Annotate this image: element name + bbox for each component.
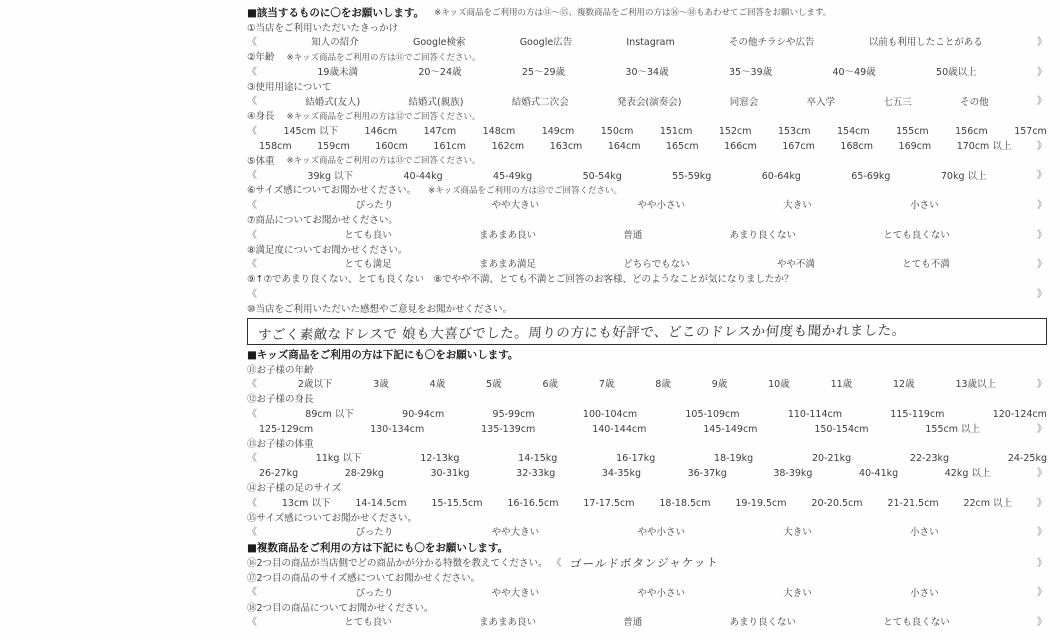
survey-form	[247, 5, 1047, 630]
bracket-open: 《	[247, 617, 257, 629]
question-label: ⑧満足度についてお聞かせください。	[247, 244, 408, 256]
bracket-close: 》	[1036, 170, 1047, 182]
question-label: ⑤体重	[247, 155, 275, 167]
option-row	[247, 616, 1047, 631]
option: 21-21.5cm	[887, 497, 939, 509]
option: 30-31kg	[430, 468, 470, 480]
question-label: ⑬お子様の体重	[247, 438, 314, 450]
bracket-close: 》	[1036, 140, 1047, 152]
option: 12歳	[893, 379, 915, 391]
option: 147cm	[423, 126, 457, 138]
option: 14-15kg	[518, 453, 558, 465]
option: まあまあ良い	[478, 617, 536, 629]
option: 65-69kg	[851, 170, 891, 182]
option: 発表会(演奏会)	[616, 96, 682, 108]
option: あまり良くない	[729, 617, 796, 629]
question-label-line	[247, 243, 1047, 258]
option: 165cm	[665, 141, 699, 153]
option-circled: 20-21kg	[811, 453, 852, 465]
option: 89cm 以下	[305, 408, 354, 420]
option: 22-23kg	[909, 453, 950, 465]
option-row	[247, 65, 1047, 80]
question-label: ⑰2つ目の商品のサイズ感についてお聞かせください。	[247, 572, 481, 584]
section-title: ■複数商品をご利用の方は下記にも〇をお願いします。	[247, 542, 509, 555]
bracket-close: 》	[1036, 37, 1047, 49]
option: 知人の紹介	[311, 37, 359, 49]
bracket-close: 》	[1037, 288, 1047, 300]
option-row	[247, 452, 1047, 467]
question-label: ④身長	[247, 111, 275, 123]
option: 168cm	[840, 141, 874, 153]
option: 結婚式(友人)	[305, 96, 361, 108]
option: 115-119cm	[890, 408, 945, 420]
question-label-line	[247, 302, 1047, 317]
option: 39kg 以下	[307, 170, 354, 182]
option: 20〜24歳	[418, 67, 462, 79]
question-label-line	[247, 213, 1047, 228]
option-row	[247, 467, 1047, 482]
option: 15-15.5cm	[431, 497, 483, 509]
option: 小さい	[910, 587, 939, 599]
option: 166cm	[724, 141, 757, 153]
option: 110-114cm	[787, 408, 842, 420]
option-circled: とても良い	[344, 229, 392, 241]
bracket-open: 《	[551, 557, 562, 569]
bracket-close: 》	[1036, 199, 1047, 211]
option: とても良くない	[883, 229, 950, 241]
option-circled: ぴったり	[355, 587, 394, 599]
handwritten-comment-box	[247, 318, 1047, 345]
option: 9歳	[711, 379, 728, 391]
option: 20-20.5cm	[811, 497, 863, 509]
bracket-open: 《	[247, 527, 257, 539]
option-row	[247, 496, 1047, 511]
bracket-open: 《	[247, 453, 257, 465]
option: 151cm	[659, 126, 693, 138]
option: まあまあ良い	[478, 229, 536, 241]
option: 11kg 以下	[315, 453, 362, 465]
option: とても不満	[902, 259, 950, 271]
question-note: ※キッズ商品をご利用の方は⑬でご回答ください。	[286, 156, 481, 167]
option: 小さい	[910, 527, 939, 539]
option: 同窓会	[729, 96, 759, 108]
question-label: ⑦商品についてお聞かせください。	[247, 215, 398, 226]
option-row	[247, 169, 1047, 184]
option: 45-49kg	[493, 170, 533, 182]
option: 4歳	[429, 379, 446, 391]
question-note: ※キッズ商品をご利用の方は⑫でご回答ください。	[286, 111, 481, 122]
option: 153cm	[777, 126, 811, 138]
bracket-close: 》	[1036, 497, 1047, 509]
bracket-open: 《	[247, 199, 257, 211]
option: やや大きい	[491, 200, 540, 212]
option: 18-19kg	[714, 453, 754, 465]
option: 大きい	[783, 527, 812, 539]
option: 60-64kg	[761, 170, 801, 182]
option-row	[247, 125, 1047, 140]
option: 164cm	[607, 141, 641, 153]
bracket-close: 》	[1036, 229, 1047, 241]
question-label-line	[247, 273, 1047, 288]
section-header	[247, 5, 1047, 21]
question-label-line	[247, 571, 1047, 586]
option: 90-94cm	[402, 408, 445, 420]
option: 13cm 以下	[281, 497, 331, 509]
option: 25〜29歳	[521, 67, 566, 79]
bracket-open: 《	[247, 170, 257, 182]
option: 42kg 以上	[944, 468, 991, 480]
option-row	[247, 422, 1047, 437]
option-circled: ぴったり	[355, 527, 394, 539]
option: 30〜34歳	[625, 67, 669, 79]
question-label-line	[247, 557, 1047, 572]
option: 28-29kg	[344, 468, 384, 480]
option: その他チラシや広告	[728, 37, 815, 49]
option: 167cm	[782, 141, 815, 153]
option: 162cm	[491, 141, 525, 153]
option: 七五三	[883, 96, 912, 108]
option-row	[247, 378, 1047, 393]
option: 38-39kg	[773, 468, 813, 480]
bracket-close: 》	[1036, 467, 1047, 479]
option: 160cm	[375, 141, 408, 153]
option: 8歳	[655, 379, 671, 391]
option: 11歳	[830, 379, 853, 391]
option: やや大きい	[491, 587, 540, 599]
option: 155cm	[896, 126, 929, 138]
option-circled: 120-124cm	[992, 408, 1047, 420]
question-label-line	[247, 184, 1047, 199]
option: 130-134cm	[370, 423, 425, 435]
option: 158cm	[259, 141, 292, 153]
option: やや小さい	[637, 200, 685, 212]
option-row	[247, 526, 1047, 541]
option: 40-44kg	[403, 170, 443, 182]
option: 2歳以下	[297, 379, 333, 391]
question-label-line	[247, 481, 1047, 496]
option: 55-59kg	[672, 170, 712, 182]
option: 159cm	[317, 141, 350, 153]
bracket-open: 《	[247, 125, 257, 137]
bracket-open: 《	[247, 259, 257, 271]
question-note: ※キッズ商品をご利用の方は⑮でご回答ください。	[428, 185, 623, 196]
option: 36-37kg	[687, 468, 727, 480]
bracket-close: 》	[1036, 423, 1047, 435]
option: 17-17.5cm	[583, 497, 635, 509]
section-title: ■該当するものに〇をお願いします。	[247, 6, 425, 19]
question-label: ①当店をご利用いただいたきっかけ	[247, 22, 399, 34]
option: 50-54kg	[582, 170, 622, 182]
option-row	[247, 95, 1047, 110]
option: 結婚式二次会	[511, 96, 569, 108]
option: 結婚式(親族)	[408, 96, 464, 108]
question-label-line	[247, 51, 1047, 66]
bracket-open: 《	[247, 408, 257, 420]
option: 22cm 以上	[963, 497, 1013, 509]
question-label-line	[247, 80, 1047, 95]
option: 95-99cm	[492, 408, 535, 420]
option: 156cm	[955, 126, 988, 138]
bracket-close: 》	[1036, 587, 1047, 599]
option-row	[247, 407, 1047, 422]
option: 145-149cm	[703, 423, 758, 435]
handwritten-answer: ゴールドボタンジャケット	[569, 555, 719, 571]
bracket-open: 《	[247, 379, 257, 391]
bracket-close: 》	[1036, 96, 1047, 108]
option: やや不満	[776, 259, 815, 271]
option-circled: 19-19.5cm	[735, 497, 787, 509]
option-circled: とても満足	[344, 259, 392, 271]
option: やや小さい	[637, 587, 685, 599]
bracket-close: 》	[1036, 379, 1047, 391]
option-row	[247, 199, 1047, 214]
option: 普通	[623, 229, 643, 241]
question-note: ※キッズ商品をご利用の方は⑪でご回答ください。	[286, 52, 481, 63]
option: 13歳以上	[955, 379, 997, 391]
option: 40-41kg	[859, 468, 899, 480]
question-label: ⑯2つ目の商品が当店側でどの商品かが分かる特徴を教えてください。	[247, 558, 548, 570]
option: 100-104cm	[582, 408, 638, 420]
option: 157cm	[1014, 126, 1047, 138]
option: 14-14.5cm	[355, 497, 407, 509]
option: 5歳	[486, 379, 502, 391]
option: 140-144cm	[592, 423, 647, 435]
option: ぴったり	[355, 200, 394, 212]
option: 以前も利用したことがある	[868, 37, 983, 49]
option-circled: Google検索	[412, 37, 466, 49]
option: 146cm	[364, 126, 398, 138]
option: 154cm	[837, 126, 870, 138]
option-row	[247, 36, 1047, 51]
option: 169cm	[898, 141, 932, 153]
option: 普通	[623, 617, 643, 629]
option: 150cm	[600, 126, 634, 138]
bracket-close: 》	[1036, 259, 1047, 271]
option: 3歳	[373, 379, 389, 391]
option: 19歳未満	[317, 67, 358, 79]
option: Instagram	[626, 37, 675, 49]
option: 10歳	[768, 379, 790, 391]
question-label: ⑫お子様の身長	[247, 394, 314, 406]
option: 12-13kg	[420, 453, 460, 465]
option: 125-129cm	[259, 423, 314, 435]
question-label: ⑱2つ目の商品についてお聞かせください。	[247, 602, 434, 614]
section-header	[247, 347, 1047, 363]
option: その他	[960, 96, 989, 108]
question-label: ⑥サイズ感についてお聞かせください。	[247, 185, 417, 197]
question-label: ⑨↑⑦であまり良くない、とても良くない ⑧でやや不満、とても不満とご回答のお客様、どのようなことが気になりましたか？	[247, 274, 794, 286]
question-label: ②年齢	[247, 52, 275, 64]
section-title: ■キッズ商品をご利用の方は下記にも〇をお願いします。	[247, 348, 519, 361]
option: やや小さい	[637, 527, 685, 539]
bracket-close: 》	[1037, 66, 1047, 78]
option: 105-109cm	[685, 408, 740, 420]
option: あまり良くない	[729, 229, 796, 241]
question-label: ⑭お子様の足のサイズ	[247, 482, 342, 494]
option: 18-18.5cm	[659, 497, 711, 509]
option: 26-27kg	[259, 468, 299, 480]
option: 152cm	[718, 126, 752, 138]
option-row	[247, 139, 1047, 154]
option: 150-154cm	[814, 423, 869, 435]
option: 大きい	[783, 587, 812, 599]
question-label: ⑩当店をご利用いただいた感想やご意見をお聞かせください。	[247, 303, 513, 315]
bracket-close: 》	[1036, 617, 1047, 629]
question-label: ⑪お子様の年齢	[247, 364, 314, 376]
question-label: ③使用用途について	[247, 81, 332, 93]
bracket-open: 《	[247, 37, 257, 49]
bracket-open: 《	[247, 587, 257, 599]
option-circled: とても良い	[344, 617, 392, 629]
option: 148cm	[482, 126, 516, 138]
option: 16-16.5cm	[507, 497, 559, 509]
bracket-close: 》	[1036, 527, 1047, 539]
section-note: ※キッズ商品をご利用の方は⑪〜⑮、複数商品をご利用の方は⑯〜⑱もあわせてご回答をお願いします。	[434, 7, 832, 18]
option: まあまあ満足	[479, 259, 537, 271]
option: 155cm 以上	[925, 423, 981, 435]
option-row	[247, 228, 1047, 243]
option: 161cm	[433, 141, 467, 153]
question-label-line	[247, 601, 1047, 616]
bracket-open: 《	[247, 288, 257, 300]
option: 50歳以上	[936, 67, 977, 79]
option: 7歳	[598, 379, 615, 391]
option: 70kg 以上	[940, 170, 987, 182]
question-label: ⑮サイズ感についてお聞かせください。	[247, 512, 418, 524]
option-row	[247, 258, 1047, 273]
question-label-line	[247, 110, 1047, 125]
bracket-open: 《	[247, 96, 257, 108]
option-circled: 6歳	[542, 379, 559, 391]
handwritten-comment: すごく素敵なドレスで 娘も大喜びでした。周りの方にも好評で、どこのドレスか何度も聞かれました。	[257, 323, 907, 344]
option: とても良くない	[883, 617, 950, 629]
option: 35〜39歳	[728, 67, 773, 79]
option: 149cm	[541, 126, 575, 138]
option: 16-17kg	[616, 453, 656, 465]
option: 34-35kg	[601, 468, 642, 480]
option: 小さい	[910, 200, 939, 212]
question-label-line	[247, 154, 1047, 169]
question-label-line	[247, 511, 1047, 526]
option: Google広告	[519, 37, 573, 49]
option-row	[247, 287, 1047, 302]
question-label-line	[247, 437, 1047, 452]
option: やや大きい	[491, 527, 540, 539]
option: 163cm	[549, 141, 583, 153]
question-label-line	[247, 363, 1047, 378]
option: どちらでもない	[623, 259, 690, 271]
option: 40〜49歳	[832, 67, 876, 79]
section-header	[247, 541, 1047, 557]
option: 32-33kg	[516, 468, 556, 480]
option-row	[247, 586, 1047, 601]
bracket-close: 》	[1037, 557, 1047, 569]
question-label-line	[247, 21, 1047, 36]
option: 170cm 以上	[956, 141, 1012, 153]
bracket-open: 《	[247, 497, 257, 509]
option: 135-139cm	[481, 423, 536, 435]
option: 大きい	[783, 200, 812, 212]
option-circled: 卒入学	[806, 96, 835, 108]
bracket-open: 《	[247, 66, 257, 78]
question-label-line	[247, 393, 1047, 408]
option: 24-25kg	[1007, 453, 1047, 465]
option: 145cm 以下	[283, 126, 339, 138]
bracket-open: 《	[247, 229, 257, 241]
